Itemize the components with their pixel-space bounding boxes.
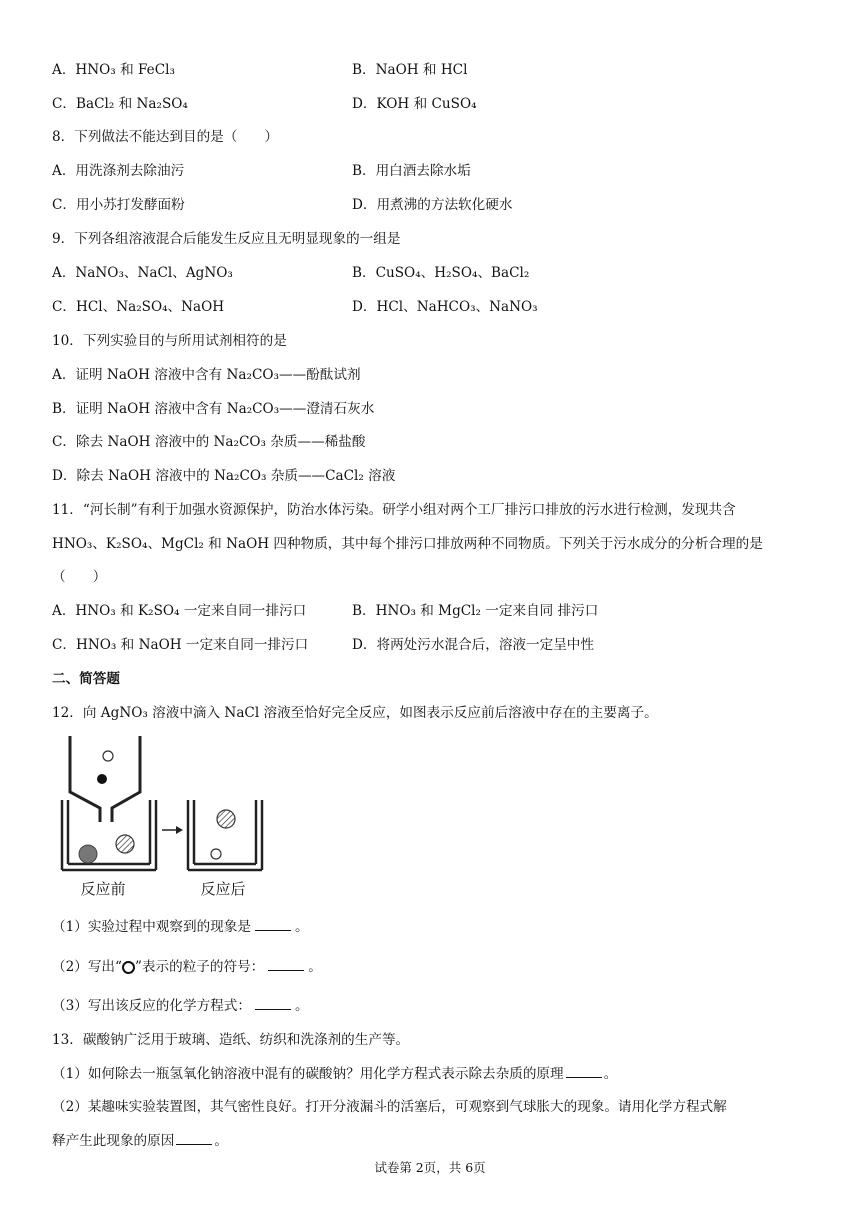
- q13-part2-text: 释产生此现象的原因: [52, 1133, 175, 1149]
- q13-part1-text: （1）如何除去一瓶氢氧化钠溶液中混有的碳酸钠？用化学方程式表示除去杂质的原理: [52, 1066, 564, 1082]
- q8-stem: 8．下列做法不能达到目的是（ ）: [52, 129, 279, 145]
- q9-stem: 9．下列各组溶液混合后能发生反应且无明显现象的一组是: [52, 231, 401, 247]
- dropper-ion-white: [103, 751, 113, 761]
- q12-part2-text: （2）写出“: [52, 959, 122, 975]
- before-ion-grey: [79, 845, 97, 863]
- q12-part3-text: （3）写出该反应的化学方程式：: [52, 998, 251, 1014]
- dropper-ion-black: [97, 774, 107, 784]
- before-ion-hatched: [116, 835, 134, 853]
- q12-part2-end: 。: [308, 959, 322, 975]
- label-after: 反应后: [200, 880, 246, 898]
- q11-option-a: A．HNO₃ 和 K₂SO₄ 一定来自同一排污口: [52, 603, 307, 619]
- q7-option-b: B．NaOH 和 HCl: [352, 62, 468, 78]
- q12-part1: [52, 918, 309, 936]
- section-title: 二、简答题: [52, 671, 120, 687]
- q13-part1: [52, 1065, 617, 1083]
- q10-option-c: C．除去 NaOH 溶液中的 Na₂CO₃ 杂质——稀盐酸: [52, 434, 366, 450]
- answer-blank[interactable]: [566, 1065, 602, 1078]
- q12-part1-text: （1）实验过程中观察到的现象是: [52, 919, 251, 935]
- q8-option-a: A．用洗涤剂去除油污: [52, 163, 185, 179]
- q11-stem-line2: HNO₃、K₂SO₄、MgCl₂ 和 NaOH 四种物质，其中每个排污口排放两种不同物质。下列关于污水成分的分析合理的是: [52, 536, 763, 552]
- q9-option-c: C．HCl、Na₂SO₄、NaOH: [52, 299, 225, 315]
- label-before: 反应前: [80, 880, 126, 898]
- q12-part2-mid: ”表示的粒子的符号：: [134, 959, 265, 975]
- circle-icon: [122, 961, 135, 974]
- q8-option-b: B．用白酒去除水垢: [352, 163, 471, 179]
- q13-part2-line2: [52, 1132, 228, 1150]
- q10-stem: 10．下列实验目的与所用试剂相符的是: [52, 333, 287, 349]
- beaker-diagram: [58, 734, 268, 904]
- q9-option-d: D．HCl、NaHCO₃、NaNO₃: [352, 299, 538, 315]
- q7-option-c: C．BaCl₂ 和 Na₂SO₄: [52, 96, 188, 112]
- q10-option-a: A．证明 NaOH 溶液中含有 Na₂CO₃——酚酞试剂: [52, 367, 361, 383]
- q12-part3: [52, 997, 309, 1015]
- after-ion-white: [211, 849, 221, 859]
- q10-option-b: B．证明 NaOH 溶液中含有 Na₂CO₃——澄清石灰水: [52, 401, 375, 417]
- page-footer: 试卷第 2页，共 6页: [374, 1160, 486, 1175]
- q13-part2-end: 。: [214, 1133, 228, 1149]
- q11-option-d: D．将两处污水混合后，溶液一定呈中性: [352, 637, 594, 653]
- q11-option-c: C．HNO₃ 和 NaOH 一定来自同一排污口: [52, 637, 309, 653]
- q12-part2: [52, 958, 322, 976]
- ion-reaction-figure: [58, 734, 268, 904]
- answer-blank[interactable]: [255, 918, 291, 931]
- q12-part1-end: 。: [294, 919, 309, 935]
- q13-part2-line1: （2）某趣味实验装置图，其气密性良好。打开分液漏斗的活塞后，可观察到气球胀大的现象。请用化学方程式解: [52, 1099, 727, 1115]
- q9-option-a: A．NaNO₃、NaCl、AgNO₃: [52, 265, 233, 281]
- answer-blank[interactable]: [255, 997, 291, 1010]
- q11-option-b: B．HNO₃ 和 MgCl₂ 一定来自同 排污口: [352, 603, 599, 619]
- arrow-icon: [162, 826, 183, 834]
- beaker-before: [62, 800, 156, 870]
- q8-option-c: C．用小苏打发酵面粉: [52, 197, 185, 213]
- answer-blank[interactable]: [268, 958, 304, 971]
- q8-option-d: D．用煮沸的方法软化硬水: [352, 197, 513, 213]
- q11-stem-line1: 11．“河长制”有利于加强水资源保护，防治水体污染。研学小组对两个工厂排污口排放的污水进行检测，发现共含: [52, 502, 736, 518]
- q10-option-d: D．除去 NaOH 溶液中的 Na₂CO₃ 杂质——CaCl₂ 溶液: [52, 468, 396, 484]
- q11-stem-line3: （ ）: [52, 569, 107, 585]
- q12-part3-end: 。: [294, 998, 309, 1014]
- after-ion-hatched: [217, 810, 235, 828]
- answer-blank[interactable]: [176, 1132, 212, 1145]
- q7-option-d: D．KOH 和 CuSO₄: [352, 96, 477, 112]
- q7-option-a: A．HNO₃ 和 FeCl₃: [52, 62, 175, 78]
- q9-option-b: B．CuSO₄、H₂SO₄、BaCl₂: [352, 265, 530, 281]
- q13-part1-end: 。: [603, 1066, 618, 1082]
- q12-stem: 12．向 AgNO₃ 溶液中滴入 NaCl 溶液至恰好完全反应，如图表示反应前后溶液中存在的主要离子。: [52, 705, 658, 721]
- q13-stem: 13．碳酸钠广泛用于玻璃、造纸、纺织和洗涤剂的生产等。: [52, 1032, 410, 1048]
